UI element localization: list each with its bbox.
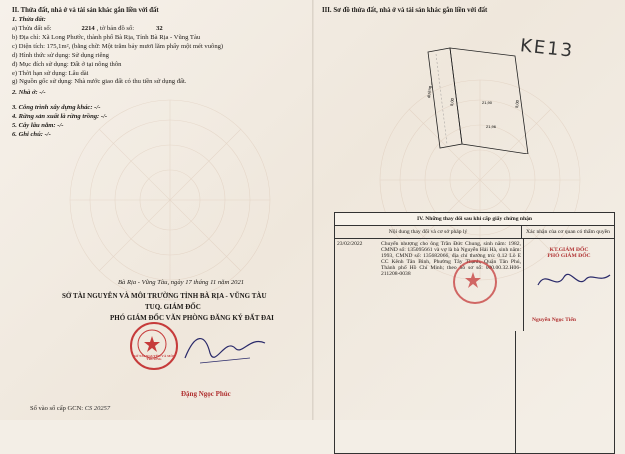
changes-table-blank [335,331,614,453]
red-seal-right [453,260,497,304]
changes-table-title: IV. Những thay đổi sau khi cấp giấy chứng nhận [335,213,614,226]
confirm-line-2: PHÓ GIÁM ĐỐC [547,253,591,259]
parcel-row [12,25,304,34]
note-line: 6. Ghi chú: -/- [12,130,51,138]
usage-purpose-line: đ) Mục đích sử dụng: Đất ở tại nông thôn [12,60,122,68]
plan-edge-label-3: 21,96 [486,124,497,129]
section-title-ii: II. Thửa đất, nhà ở và tài sản khác gắn liền với đất [12,7,159,14]
area-line: c) Diện tích: 175,1m², (bằng chữ: Một trăm bảy mươi lăm phẩy một mét vuông) [12,42,224,50]
gcn-label: Số vào sổ cấp GCN: [30,405,85,412]
origin-line: g) Nguồn gốc sử dụng: Nhà nước giao đất có thu tiền sử dụng đất. [12,78,187,86]
gcn-value: CS 20257 [84,405,111,412]
seal-right-star-icon [453,260,493,300]
land-plot-diagram [410,44,540,154]
plan-road-label: đường ... [426,81,433,99]
org-title: PHÓ GIÁM ĐỐC VĂN PHÒNG ĐĂNG KÝ ĐẤT ĐAI [110,314,274,322]
org-authority: TUQ. GIÁM ĐỐC [145,303,201,311]
map-key: , tờ bản đồ số: [96,25,135,33]
org-name: SỞ TÀI NGUYÊN VÀ MÔI TRƯỜNG TỈNH BÀ RỊA - VŨNG TÀU [62,292,267,300]
signer-left: Đặng Ngọc Phúc [181,390,231,398]
change-date: 23/02/2022 [337,241,363,247]
map-number: 32 [156,25,163,33]
construction-line: 3. Công trình xây dựng khác: -/- [12,104,101,112]
sub-heading-land: 1. Thửa đất: [12,16,46,24]
signature-left [180,328,270,368]
parcel-number: 2214 [81,25,95,33]
changes-table-header [335,226,614,239]
changes-table [334,212,615,454]
blank-cell-right [516,331,614,453]
place-date: Bà Rịa - Vũng Tàu, ngày 17 tháng 11 năm 2021 [118,279,245,286]
usage-form-line: d) Hình thức sử dụng: Sử dụng riêng [12,51,109,59]
right-section [322,6,617,16]
confirm-line-1: KT.GIÁM ĐỐC [549,247,589,253]
usage-term-line: e) Thời hạn sử dụng: Lâu dài [12,69,89,77]
section-title-iii: III. Sơ đồ thửa đất, nhà ở và tài sản khác gắn liền với đất [322,7,488,14]
trees-line: 5. Cây lâu năm: -/- [12,121,64,129]
blank-cell-left [335,331,516,453]
signature-right [534,265,614,295]
house-line: 2. Nhà ở: -/- [12,89,46,97]
plan-edge-label-4: 8,00 [514,99,520,109]
address-line: b) Địa chỉ: Xã Long Phước, thành phố Bà Rịa, Tỉnh Bà Rịa - Vũng Tàu [12,33,201,41]
header-confirmation: Xác nhận của cơ quan có thẩm quyền [526,229,610,235]
forest-line: 4. Rừng sản xuất là rừng trồng: -/- [12,113,108,121]
gcn-number [30,405,110,412]
red-seal-left [130,322,178,370]
left-section [12,6,304,140]
plan-edge-label-2: 21,90 [482,100,493,105]
header-content: Nội dung thay đổi và cơ sở pháp lý [335,226,522,238]
plan-edge-label-1: 8,00 [449,97,455,107]
change-confirmation [524,239,614,331]
handwritten-note: KE13 [519,35,576,62]
seal-text: SỞ TÀI NGUYÊN VÀ MÔI TRƯỜNG [133,354,175,362]
page-fold [312,0,314,420]
signer-right: Nguyễn Ngọc Tiến [532,317,576,323]
parcel-key: a) Thửa đất số: [12,25,52,33]
change-text: Chuyển nhượng cho ông Trần Đức Chung, sinh năm: 1982, CMND số: 135095661 và vợ là bà Nguyễn Hải Hà, sinh năm: 1993, CMND số: 135682066, địa chỉ thường trú: 0.12 Lô E CC Kênh Tân Bình, Phường Tây Thạnh, Quận Tân Phú, Thành phố Hồ Chí Minh; theo hồ sơ số: 000.00.32.H06-211208-0038 [379,239,524,331]
